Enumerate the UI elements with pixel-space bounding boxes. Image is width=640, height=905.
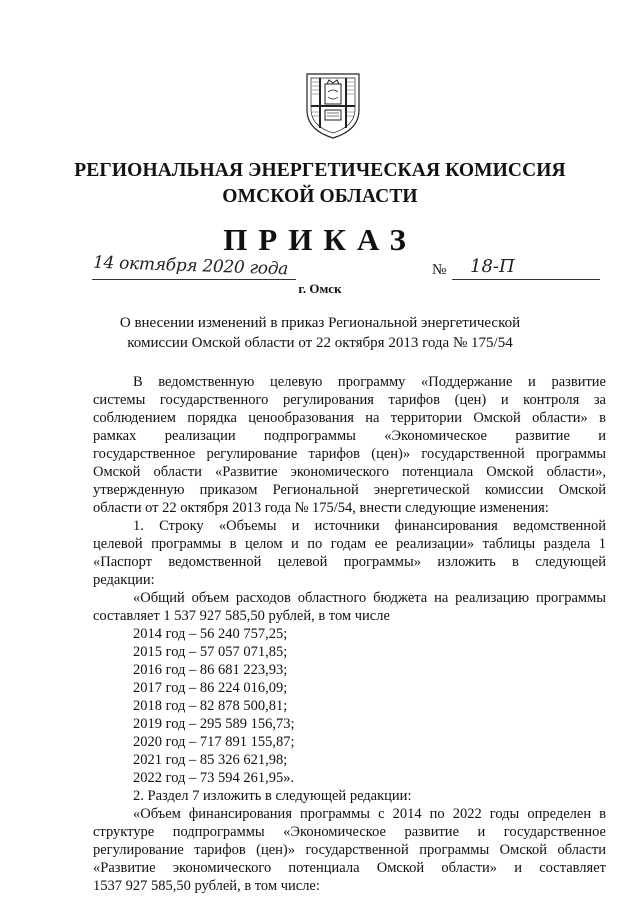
body-line: области от 22 октября 2013 года № 175/54, внести следующие изменения: <box>93 500 549 516</box>
date-underline <box>92 279 296 280</box>
organization-name-line2: ОМСКОЙ ОБЛАСТИ <box>222 186 418 207</box>
number-label: № <box>432 262 447 278</box>
year-amount-line: 2020 год – 717 891 155,87; <box>133 734 295 750</box>
body-line: В ведомственную целевую программу «Поддержание и развитие <box>133 374 606 390</box>
body-line: системы государственного регулирования тарифов (цен) и контроля за <box>93 392 606 408</box>
body-line: 2. Раздел 7 изложить в следующей редакции: <box>133 788 412 804</box>
year-amount-line: 2021 год – 85 326 621,98; <box>133 752 288 768</box>
year-amount-line: 2015 год – 57 057 071,85; <box>133 644 288 660</box>
city-name: г. Омск <box>298 281 342 296</box>
body-line: «Объем финансирования программы с 2014 по 2022 годы определен в <box>133 806 606 822</box>
body-line: целевой программы в целом и по годам ее реализации» таблицы раздела 1 <box>93 536 606 552</box>
year-amount-line: 2018 год – 82 878 500,81; <box>133 698 288 714</box>
body-line: рамках реализации подпрограммы «Экономическое развитие и <box>93 428 606 444</box>
number-underline <box>452 279 600 280</box>
body-line: редакции: <box>93 572 155 588</box>
body-line: регулирование тарифов (цен)» государственной программы Омской области <box>93 842 606 858</box>
body-line: государственное регулирование тарифов (цен)» государственной программы <box>93 446 606 462</box>
body-line: «Развитие экономического потенциала Омской области» и составляет <box>93 860 606 876</box>
subject-line2: комиссии Омской области от 22 октября 2013 года № 175/54 <box>127 335 513 351</box>
body-line: структуре подпрограммы «Экономическое развитие и государственное <box>93 824 606 840</box>
body-line: Омской области «Развитие экономического потенциала Омской области», <box>93 464 606 480</box>
body-line: соблюдением порядка ценообразования на территории Омской области» в <box>93 410 606 426</box>
body-line: составляет 1 537 927 585,50 рублей, в том числе <box>93 608 390 624</box>
body-line: «Общий объем расходов областного бюджета на реализацию программы <box>133 590 606 606</box>
body-line: «Паспорт ведомственной целевой программы» изложить в следующей <box>93 554 606 570</box>
handwritten-date: 14 октября 2020 года <box>92 252 289 280</box>
year-amount-line: 2022 год – 73 594 261,95». <box>133 770 295 786</box>
year-amount-line: 2019 год – 295 589 156,73; <box>133 716 295 732</box>
year-amount-line: 2014 год – 56 240 757,25; <box>133 626 288 642</box>
body-line: 1537 927 585,50 рублей, в том числе: <box>93 878 320 894</box>
document-type-title: ПРИКАЗ <box>223 222 417 257</box>
body-line: 1. Строку «Объемы и источники финансирования ведомственной <box>133 518 606 534</box>
body-line: утвержденную приказом Региональной энергетической комиссии Омской <box>93 482 606 498</box>
omsk-coat-of-arms-emblem <box>303 68 363 140</box>
handwritten-number: 18-П <box>470 256 515 277</box>
organization-name-line1: РЕГИОНАЛЬНАЯ ЭНЕРГЕТИЧЕСКАЯ КОМИССИЯ <box>74 160 566 181</box>
year-amount-line: 2016 год – 86 681 223,93; <box>133 662 288 678</box>
year-amount-line: 2017 год – 86 224 016,09; <box>133 680 288 696</box>
subject-line1: О внесении изменений в приказ Региональной энергетической <box>119 315 521 331</box>
